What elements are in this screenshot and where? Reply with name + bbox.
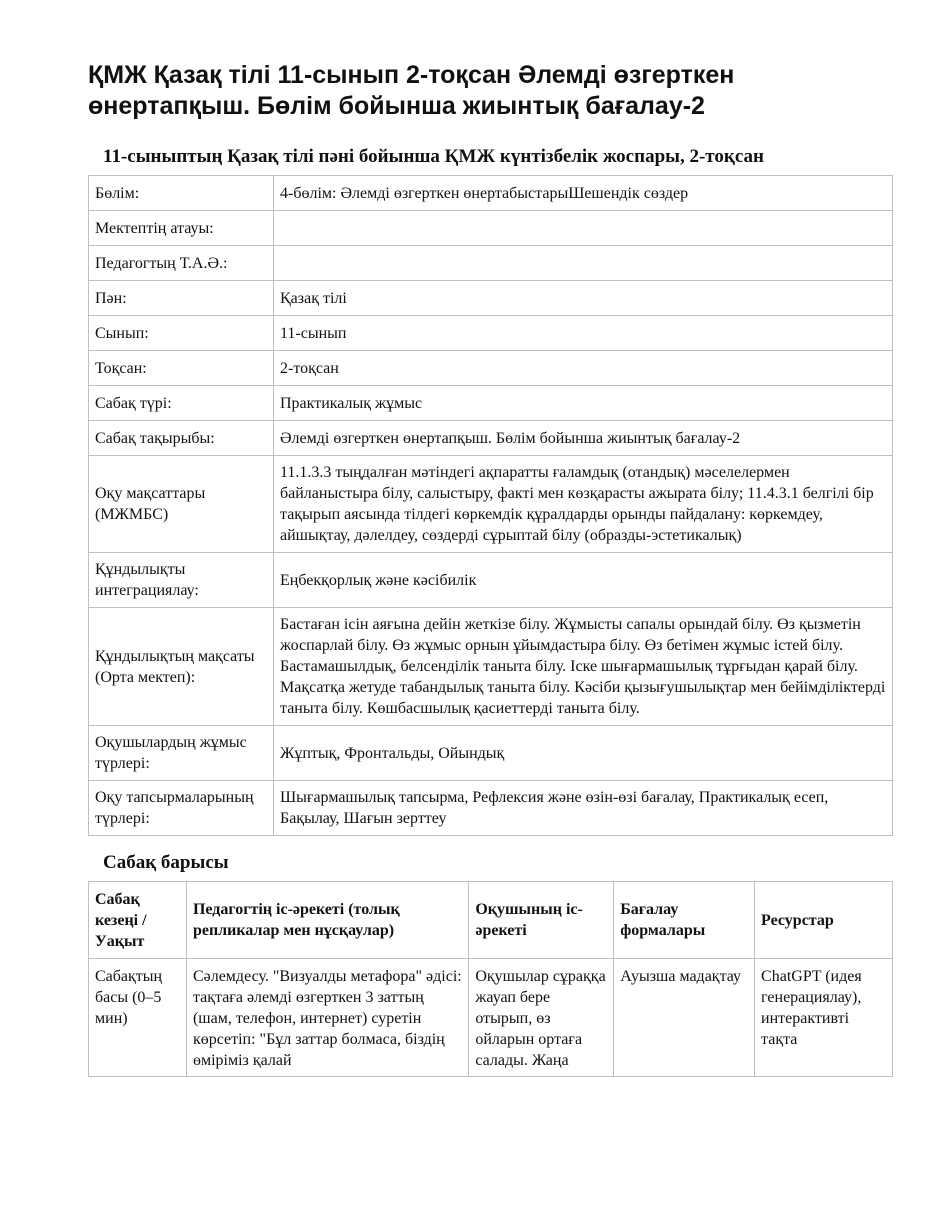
cell-text: Ауызша мадақтау — [620, 968, 742, 985]
info-value: Әлемді өзгерткен өнертапқыш. Бөлім бойынша жиынтық бағалау-2 — [274, 421, 893, 456]
assessment-cell — [614, 959, 755, 1077]
table-row — [89, 608, 893, 726]
info-key: Тоқсан: — [89, 351, 274, 386]
info-key: Сынып: — [89, 316, 274, 351]
column-header-resources: Ресурстар — [755, 882, 893, 959]
table-header-row — [89, 882, 893, 959]
column-header-assessment: Бағалау формалары — [614, 882, 755, 959]
info-key: Сабақ түрі: — [89, 386, 274, 421]
info-value: Практикалық жұмыс — [274, 386, 893, 421]
table-row — [89, 553, 893, 608]
info-key: Құндылықтың мақсаты (Орта мектеп): — [89, 608, 274, 726]
cell-text: Сабақтың басы (0–5 мин) — [95, 968, 163, 1027]
table-row — [89, 781, 893, 836]
info-value: 4-бөлім: Әлемді өзгерткен өнертабыстарыШешендік сөздер — [274, 176, 893, 211]
table-row — [89, 456, 893, 553]
info-value: Шығармашылық тапсырма, Рефлексия және өзін-өзі бағалау, Практикалық есеп, Бақылау, Шағын зерттеу — [274, 781, 893, 836]
info-value: 2-тоқсан — [274, 351, 893, 386]
table-row — [89, 211, 893, 246]
info-key: Пән: — [89, 281, 274, 316]
lesson-info-table — [88, 175, 893, 836]
info-value: 11.1.3.3 тыңдалған мәтіндегі ақпаратты ғаламдық (отандық) мәселелермен байланыстыра білу, салыстыру, факті мен көзқарасты ажырата білу; 11.4.3.1 белгілі бір тақырып аясында тілдегі көркемдік құралдарды орынды пайдалану: көркемдеу, айшықтау, дәлелдеу, сөздерді сұрыптай білу (образды-эстетикалық) — [274, 456, 893, 553]
document-title: ҚМЖ Қазақ тілі 11-сынып 2-тоқсан Әлемді өзгерткен өнертапқыш. Бөлім бойынша жиынтық бағалау-2 — [88, 61, 735, 120]
table-row — [89, 316, 893, 351]
info-key: Сабақ тақырыбы: — [89, 421, 274, 456]
info-value: Қазақ тілі — [274, 281, 893, 316]
column-header-student-activity: Оқушының іс-әрекеті — [469, 882, 614, 959]
info-value — [274, 246, 893, 281]
info-key: Педагогтың Т.А.Ә.: — [89, 246, 274, 281]
resources-cell — [755, 959, 893, 1077]
column-header-stage: Сабақ кезеңі / Уақыт — [89, 882, 187, 959]
lesson-progress-heading: Сабақ барысы — [103, 852, 229, 873]
table-row — [89, 421, 893, 456]
plan-heading: 11-сыныптың Қазақ тілі пәні бойынша ҚМЖ күнтізбелік жоспары, 2-тоқсан — [103, 146, 764, 167]
document-page — [88, 0, 893, 1077]
table-row — [89, 246, 893, 281]
info-key: Бөлім: — [89, 176, 274, 211]
table-row — [89, 726, 893, 781]
info-key: Оқу мақсаттары (МЖМБС) — [89, 456, 274, 553]
student-activity-cell — [469, 959, 614, 1077]
teacher-activity-cell — [186, 959, 468, 1077]
info-value — [274, 211, 893, 246]
info-key: Құндылықты интеграциялау: — [89, 553, 274, 608]
cell-text: ChatGPT (идея генерациялау), интерактивті тақта — [761, 968, 862, 1048]
info-value: 11-сынып — [274, 316, 893, 351]
table-row — [89, 386, 893, 421]
lesson-progress-table — [88, 881, 893, 1077]
info-value: Бастаған ісін аяғына дейін жеткізе білу. Жұмысты сапалы орындай білу. Өз қызметін жоспарлай білу. Өз жұмыс орнын ұйымдастыра білу. Өз бетімен жұмыс істей білу. Бастамашылдық, белсенділік таныта білу. Іске шығармашылық тұрғыдан қарай білу. Мақсатқа жетуде табандылық таныта білу. Кәсіби қызығушылықтар мен бейімділіктерді таныта білу. Көшбасшылық қасиеттерді таныта білу. — [274, 608, 893, 726]
table-row — [89, 959, 893, 1077]
table-row — [89, 281, 893, 316]
cell-text: Сәлемдесу. "Визуалды метафора" әдісі: тақтаға әлемді өзгерткен 3 заттың (шам, телефон, интернет) суретін көрсетіп: "Бұл заттар болмаса, біздің өміріміз қалай — [192, 968, 462, 1069]
info-value: Еңбекқорлық және кәсібилік — [274, 553, 893, 608]
info-key: Оқушылардың жұмыс түрлері: — [89, 726, 274, 781]
table-row — [89, 351, 893, 386]
info-key: Мектептің атауы: — [89, 211, 274, 246]
table-row — [89, 176, 893, 211]
info-value: Жұптық, Фронтальды, Ойындық — [274, 726, 893, 781]
info-key: Оқу тапсырмаларының түрлері: — [89, 781, 274, 836]
stage-cell — [89, 959, 187, 1077]
cell-text: Оқушылар сұраққа жауап бере отырып, өз ойларын ортаға салады. Жаңа — [475, 968, 606, 1069]
column-header-teacher-activity: Педагогтің іс-әрекеті (толық репликалар мен нұсқаулар) — [186, 882, 468, 959]
